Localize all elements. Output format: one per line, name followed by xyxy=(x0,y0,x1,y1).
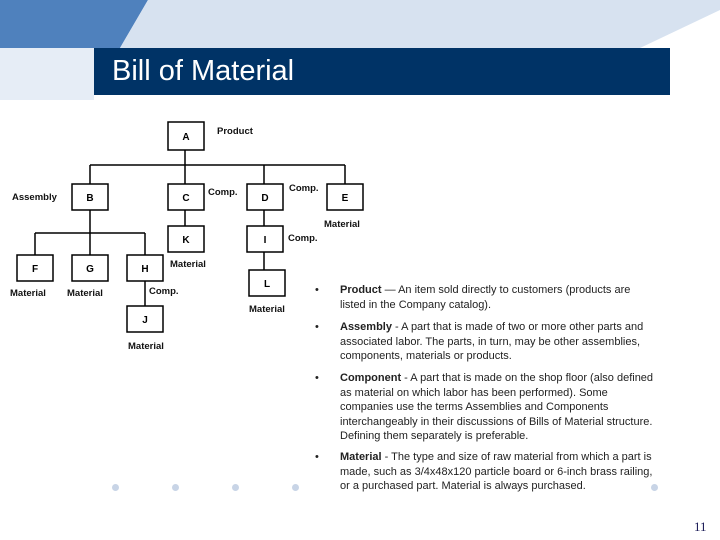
label-comp-h: Comp. xyxy=(149,286,179,297)
node-k-label: K xyxy=(182,235,190,246)
desc-material: - The type and size of raw material from which a part is made, such as 3/4x48x120 particle board or 6-inch brass railing, or a purchased part. Material is always purchased. xyxy=(340,451,653,492)
node-l xyxy=(249,270,285,296)
bullet-product: • xyxy=(315,284,319,296)
definition-material-text xyxy=(340,450,658,494)
label-comp-d: Comp. xyxy=(289,183,319,194)
node-l-label: L xyxy=(263,279,271,290)
node-k xyxy=(168,226,204,252)
definition-product-text xyxy=(340,283,658,312)
definition-component-text xyxy=(340,371,658,444)
label-comp-c: Comp. xyxy=(208,187,238,198)
node-d-label: D xyxy=(261,193,269,204)
node-j-label: J xyxy=(142,315,148,326)
bullet-material: • xyxy=(315,451,319,463)
node-e xyxy=(327,184,363,210)
label-material-l: Material xyxy=(249,304,285,315)
label-material-j: Material xyxy=(128,341,164,352)
banner-light-wedge xyxy=(120,0,720,48)
node-i-label: I xyxy=(263,235,267,246)
node-i xyxy=(247,226,283,252)
node-d xyxy=(247,184,283,210)
bullet-component: • xyxy=(315,372,319,384)
term-material: Material xyxy=(340,451,382,463)
label-material-k: Material xyxy=(170,259,206,270)
term-component: Component xyxy=(340,372,402,384)
decor-dot-2 xyxy=(172,484,179,491)
node-c-label: C xyxy=(182,193,190,204)
label-comp-i: Comp. xyxy=(288,233,318,244)
decor-dot-4 xyxy=(292,484,299,491)
term-product: Product xyxy=(340,284,382,296)
node-b-label: B xyxy=(86,193,94,204)
banner-left-panel xyxy=(0,48,94,100)
bullet-assembly: • xyxy=(315,321,319,333)
node-f-label: F xyxy=(31,264,39,275)
node-j xyxy=(127,306,163,332)
decor-dot-3 xyxy=(232,484,239,491)
label-material-f: Material xyxy=(10,288,46,299)
desc-product: — An item sold directly to customers (products are listed in the Company catalog). xyxy=(340,284,631,311)
node-h-label: H xyxy=(141,264,149,275)
node-g-label: G xyxy=(86,264,94,275)
node-f xyxy=(17,255,53,281)
label-material-e: Material xyxy=(324,219,360,230)
node-e-label: E xyxy=(341,193,349,204)
node-g xyxy=(72,255,108,281)
term-assembly: Assembly xyxy=(340,321,392,333)
node-b xyxy=(72,184,108,210)
node-c xyxy=(168,184,204,210)
title-bar xyxy=(94,48,670,95)
label-product: Product xyxy=(217,126,253,137)
slide-title: Bill of Material xyxy=(112,55,295,87)
node-a xyxy=(168,122,204,150)
label-material-g: Material xyxy=(67,288,103,299)
label-assembly: Assembly xyxy=(12,192,57,203)
definition-assembly-text xyxy=(340,320,658,364)
page-number: 11 xyxy=(694,519,707,534)
desc-assembly: - A part that is made of two or more other parts and associated labor. The parts, in turn, may be other assemblies, components, materials or products. xyxy=(340,321,644,362)
desc-component: - A part that is made on the shop floor (also defined as material on which labor has been performed). Some companies use the terms Assemblies and Components interchangeably in their discussions of Bills of Material structure. Defining them separately is preferable. xyxy=(340,372,654,442)
decor-dot-1 xyxy=(112,484,119,491)
node-h xyxy=(127,255,163,281)
node-a-label: A xyxy=(182,132,190,143)
